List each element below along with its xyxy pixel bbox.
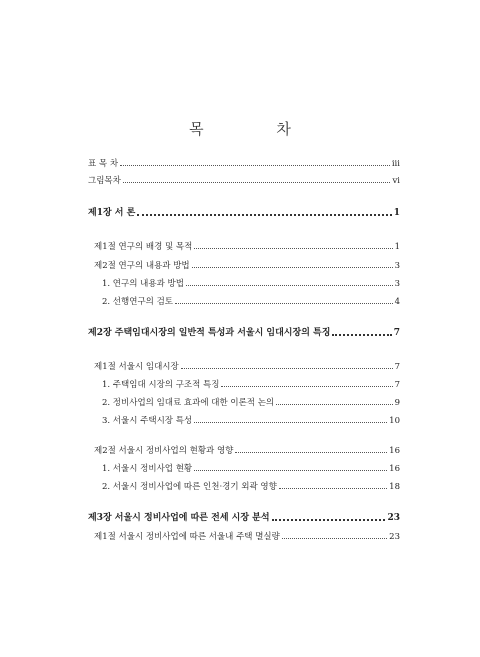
toc-entry[interactable] [88,237,400,251]
dot-leader [123,182,391,183]
toc-entry-label: 2. 서울시 정비사업에 따른 인천·경기 외곽 영향 [102,481,277,492]
toc-entry-page-number: 9 [394,397,400,408]
toc-entry-page-number: 18 [389,481,400,492]
dot-leader [181,368,393,369]
toc-entry-label: 제2장 주택임대시장의 일반적 특성과 서울시 임대시장의 특징 [88,328,331,338]
toc-entry-label: 제2절 서울시 정비사업의 현황과 영향 [94,445,234,456]
toc-entry-page-number: 3 [394,260,400,271]
dot-leader [282,538,387,539]
toc-entry[interactable] [88,459,400,473]
dot-leader [194,248,392,249]
dot-leader [137,214,391,216]
dot-leader [235,452,387,453]
toc-entry-page-number: 23 [387,513,400,523]
toc-entry-page-number: 1 [394,241,400,252]
toc-entry[interactable] [88,375,400,389]
toc-entry-page-number: 16 [389,463,400,474]
toc-entry-page-number: 1 [393,208,400,218]
toc-entry-label: 3. 서울시 주택시장 특성 [102,415,193,426]
toc-entry-page-number: 3 [394,278,400,289]
toc-entry[interactable] [88,292,400,306]
toc-entry[interactable] [88,171,400,185]
toc-entry-label: 제2절 연구의 내용과 방법 [94,260,190,271]
toc-entry[interactable] [88,357,400,371]
toc-entry-label: 1. 연구의 내용과 방법 [102,278,184,289]
toc-entry-page-number: vi [392,175,400,186]
toc-entry-page-number: 7 [394,379,400,390]
toc-entry-label: 그림목차 [88,175,121,186]
toc-entry[interactable] [88,274,400,288]
dot-leader [175,303,393,304]
toc-entry-label: 1. 서울시 정비사업 현황 [102,463,193,474]
dot-leader [332,334,391,336]
toc-entry[interactable] [88,441,400,455]
toc-entry[interactable] [88,393,400,407]
dot-leader [279,488,387,489]
dot-leader [272,519,386,521]
toc-entry-page-number: 10 [389,415,400,426]
toc-entry-page-number: 16 [389,445,400,456]
toc-entry-page-number: 4 [394,296,400,307]
toc-entry[interactable] [88,477,400,491]
toc-entry-page-number: 23 [389,531,400,542]
toc-entry-label: 1. 주택임대 시장의 구조적 특징 [102,379,220,390]
toc-entry-label: 제1절 서울시 임대시장 [94,361,179,372]
dot-leader [186,285,393,286]
toc-entry-page-number: 7 [393,328,400,338]
dot-leader [276,404,392,405]
toc-entry[interactable] [88,256,400,270]
toc-entry-page-number: iii [391,158,400,169]
dot-leader [194,422,387,423]
toc-entry[interactable] [88,324,400,338]
toc-entry-label: 표 목 차 [88,158,119,169]
toc-entry-label: 2. 정비사업의 임대료 효과에 대한 이론적 논의 [102,397,275,408]
toc-entry-page-number: 7 [394,361,400,372]
toc-entry[interactable] [88,411,400,425]
toc-entry[interactable] [88,527,400,541]
dot-leader [194,470,387,471]
dot-leader [192,267,393,268]
dot-leader [120,165,390,166]
toc-entry[interactable] [88,154,400,168]
toc-entry-label: 제1절 서울시 정비사업에 따른 서울내 주택 멸실량 [94,531,280,542]
toc-entry-label: 2. 선행연구의 검토 [102,296,173,307]
page-title: 목 차 [189,120,325,138]
toc-entry[interactable] [88,204,400,218]
toc-entry-label: 제1장 서 론 [88,208,136,218]
toc-entry-label: 제1절 연구의 배경 및 목적 [94,241,193,252]
toc-entry[interactable] [88,509,400,523]
toc-entry-label: 제3장 서울시 정비사업에 따른 전세 시장 분석 [88,513,270,523]
dot-leader [221,386,392,387]
